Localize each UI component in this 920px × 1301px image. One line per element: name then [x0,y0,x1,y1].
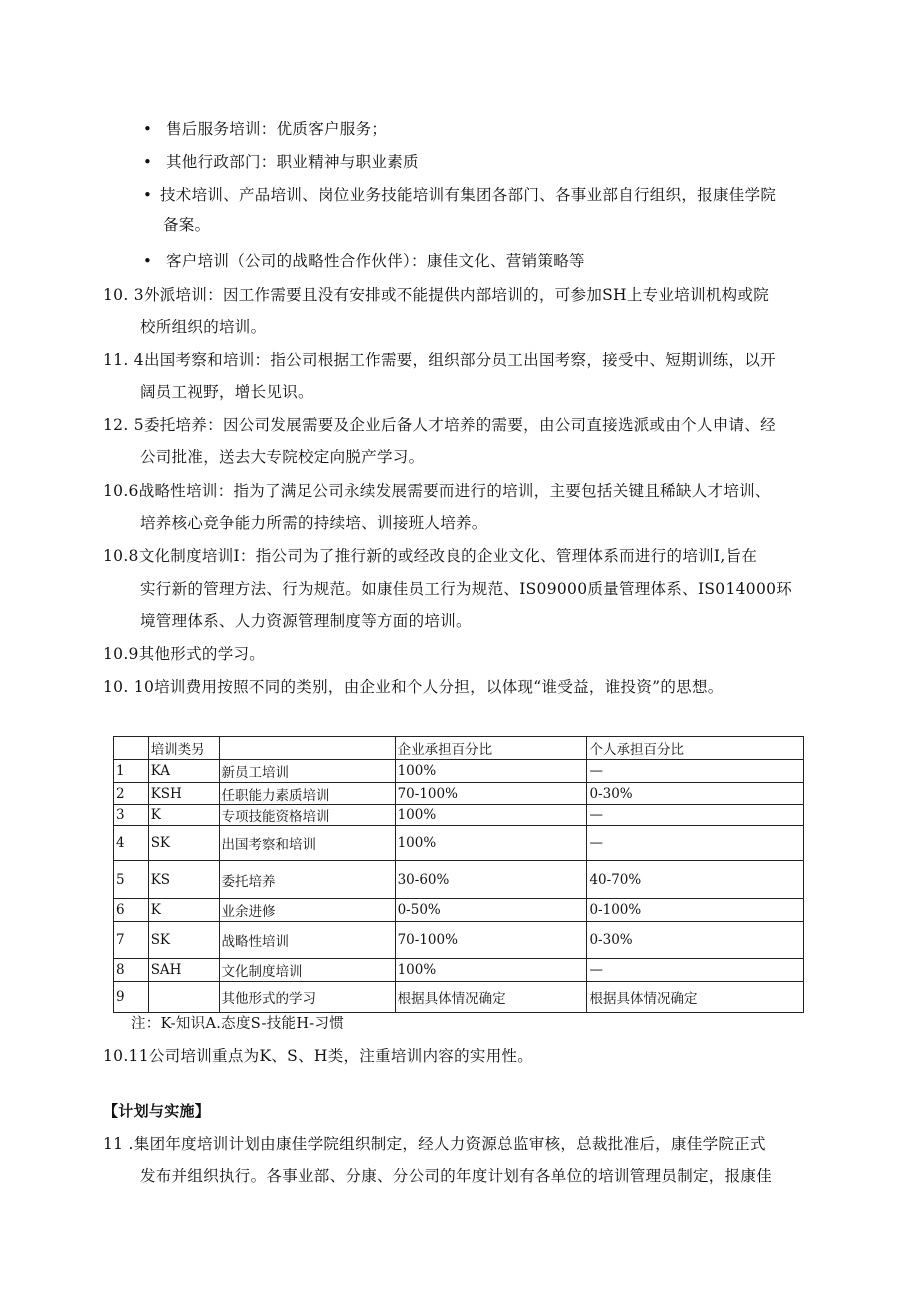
bullet-after-sales: 售后服务培训：优质客户服务； [166,120,388,138]
table-cell: 40-70% [587,861,804,899]
table-cell: KA [148,760,219,783]
table-cell: SK [148,826,219,861]
table-cell: 4 [114,826,149,861]
table-cell: 业余进修 [219,899,395,922]
table-cell: 0-30% [587,922,804,959]
table-header-row [114,737,804,760]
table-cell: — [587,805,804,826]
table-cell: 文化制度培训 [219,959,395,982]
table-row [114,826,804,861]
table-cell: 企业承担百分比 [395,737,587,760]
para-10-3: 10. 3外派培训：因工作需要且没有安排或不能提供内部培训的，可参加SH上专业培训机构或院 [103,286,770,304]
bullet-admin: 其他行政部门：职业精神与职业素质 [166,153,419,171]
table-cell: 100% [395,760,587,783]
table-cell: 根据具体情况确定 [587,982,804,1013]
table-cell: 100% [395,959,587,982]
table-cell: 3 [114,805,149,826]
table-row [114,805,804,826]
table-cell: SK [148,922,219,959]
table-row [114,959,804,982]
bullet-dot: • [143,153,152,171]
table-cell: 根据具体情况确定 [395,982,587,1013]
bullet-tech-cont: 备案。 [163,216,211,234]
table-cell: 培训类另 [148,737,219,760]
para-10-6-cont: 培养核心竞争能力所需的持续培、训接班人培养。 [140,514,488,532]
table-cell: 其他形式的学习 [219,982,395,1013]
para-10-10: 10. 10培训费用按照不同的类别，由企业和个人分担，以体现“谁受益，谁投资”的思想。 [103,678,724,696]
table-cell [148,982,219,1013]
para-11-4-cont: 阔员工视野，增长见识。 [140,383,314,401]
para-10-6: 10.6战略性培训：指为了满足公司永续发展需要而进行的培训，主要包括关键且稀缺人才培训、 [103,482,771,500]
table-cell [114,737,149,760]
para-11-plan-cont: 发布并组织执行。各事业部、分康、分公司的年度计划有各单位的培训管理员制定，报康佳 [140,1167,773,1185]
table-row [114,760,804,783]
table-cell: 0-100% [587,899,804,922]
table-cell: 9 [114,982,149,1013]
bullet-dot: • [143,186,152,204]
table-row [114,899,804,922]
para-10-8-cont2: 境管理体系、人力资源管理制度等方面的培训。 [140,612,472,630]
table-cell: 100% [395,805,587,826]
table-cell: 0-30% [587,783,804,805]
table-note: 注：K-知识A.态度S-技能H-习惯 [131,1016,345,1032]
para-12-5: 12. 5委托培养：因公司发展需要及企业后备人才培养的需要，由公司直接选派或由个人申请、经 [103,416,776,434]
table-cell: KSH [148,783,219,805]
table-cell: 100% [395,826,587,861]
table-cell: 委托培养 [219,861,395,899]
table-row [114,861,804,899]
para-11-plan: 11 .集团年度培训计划由康佳学院组织制定，经人力资源总监审核，总裁批准后，康佳学院正式 [103,1135,766,1153]
para-10-8: 10.8文化制度培训I：指公司为了推行新的或经改良的企业文化、管理体系而进行的培训I,旨在 [103,547,758,565]
bullet-tech: 技术培训、产品培训、岗位业务技能培训有集团各部门、各事业部自行组织，报康佳学院 [160,186,777,204]
table-cell: — [587,760,804,783]
table-row [114,783,804,805]
table-cell: SAH [148,959,219,982]
table-cell: 7 [114,922,149,959]
table-cell: 5 [114,861,149,899]
table-cell: 8 [114,959,149,982]
table-cell: 任职能力素质培训 [219,783,395,805]
para-10-11: 10.11公司培训重点为K、S、H类，注重培训内容的实用性。 [103,1047,534,1065]
para-10-3-cont: 校所组织的培训。 [140,318,267,336]
table-cell: — [587,959,804,982]
table-cell: 30-60% [395,861,587,899]
bullet-client: 客户培训（公司的战略性合作伙伴）：康佳文化、营销策略等 [166,252,585,270]
para-11-4: 11. 4出国考察和培训：指公司根据工作需要，组织部分员工出国考察，接受中、短期训练，以开 [103,351,776,369]
section-heading: 【计划与实施】 [103,1102,211,1120]
bullet-dot: • [143,120,152,138]
table-cell: K [148,805,219,826]
table-cell: KS [148,861,219,899]
table-cell: 6 [114,899,149,922]
table-cell: — [587,826,804,861]
table-row [114,982,804,1013]
table-cell: 70-100% [395,783,587,805]
table-cell: 个人承担百分比 [587,737,804,760]
para-10-9: 10.9其他形式的学习。 [103,645,266,663]
table-cell: 战略性培训 [219,922,395,959]
para-12-5-cont: 公司批准，送去大专院校定向脱产学习。 [140,448,425,466]
bullet-dot: • [143,252,152,270]
table-row [114,922,804,959]
training-fee-table [113,736,804,1013]
table-cell: 出国考察和培训 [219,826,395,861]
para-10-8-cont1: 实行新的管理方法、行为规范。如康佳员工行为规范、IS09000质量管理体系、IS014000环 [140,580,793,598]
table-cell: K [148,899,219,922]
table-cell: 0-50% [395,899,587,922]
table-cell [219,737,395,760]
table-cell: 70-100% [395,922,587,959]
table-cell: 新员工培训 [219,760,395,783]
table-cell: 2 [114,783,149,805]
table-cell: 专项技能资格培训 [219,805,395,826]
table-cell: 1 [114,760,149,783]
